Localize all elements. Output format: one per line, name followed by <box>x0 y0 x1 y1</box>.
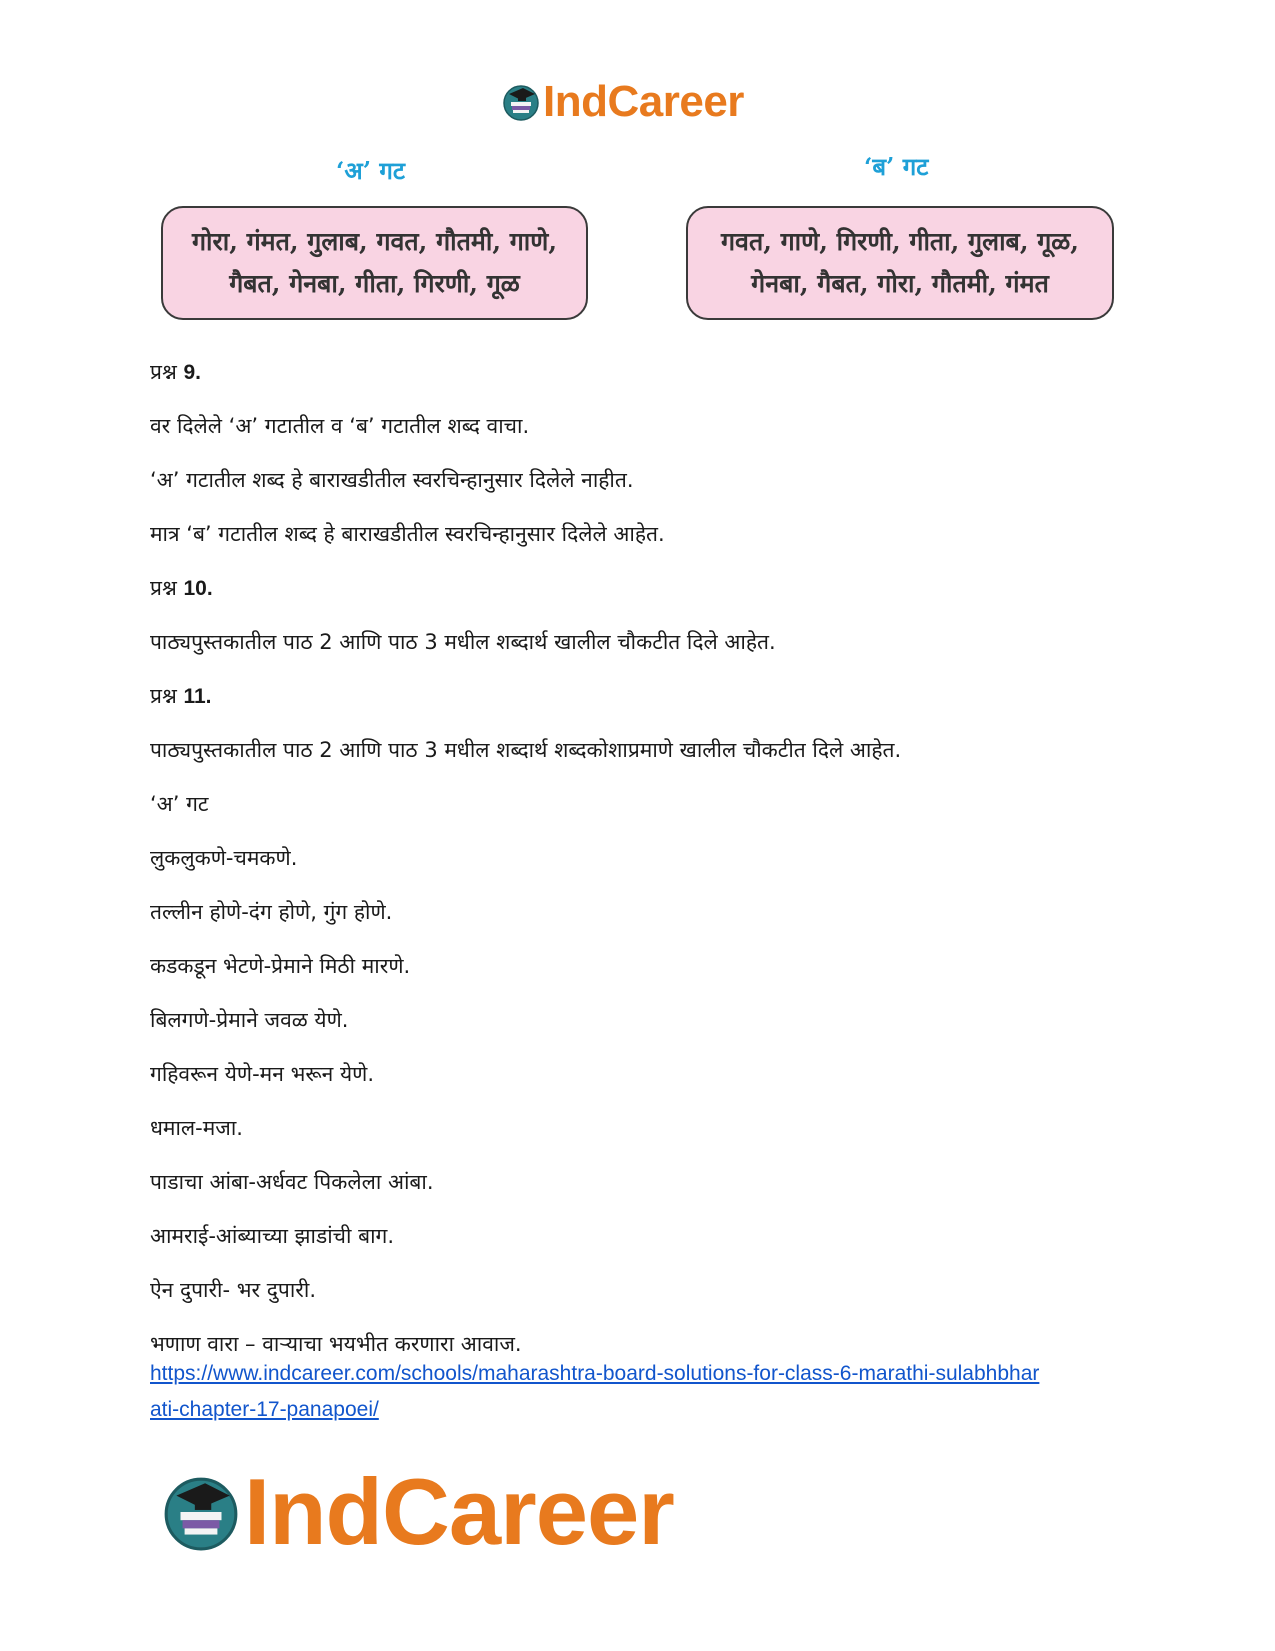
graduation-globe-icon <box>501 82 541 122</box>
word-meaning-item: आमराई-आंब्याच्या झाडांची बाग. <box>150 1224 395 1248</box>
q9-label: प्रश्न <box>150 360 177 384</box>
group-a-line-1: गोरा, गंमत, गुलाब, गवत, गौतमी, गाणे, <box>191 227 558 256</box>
q11-number: 11. <box>183 685 212 708</box>
word-meaning-item: ऐन दुपारी- भर दुपारी. <box>150 1278 316 1302</box>
group-b-line-1: गवत, गाणे, गिरणी, गीता, गुलाब, गूळ, <box>720 227 1080 256</box>
word-meaning-item: पाडाचा आंबा-अर्धवट पिकलेला आंबा. <box>150 1170 434 1194</box>
group-b-line-2: गेनबा, गैबत, गोरा, गौतमी, गंमत <box>751 269 1049 298</box>
source-link-line-2[interactable]: ati-chapter-17-panapoei/ <box>150 1398 379 1421</box>
group-a-box <box>161 206 588 320</box>
q11-line: पाठ्यपुस्तकातील पाठ 2 आणि पाठ 3 मधील शब्दार्थ शब्दकोशाप्रमाणे खालील चौकटीत दिले आहेत. <box>150 738 902 762</box>
q9-line-3: मात्र ‘ब’ गटातील शब्द हे बाराखडीतील स्वरचिन्हानुसार दिलेले आहेत. <box>150 522 665 546</box>
group-a-title: ‘अ’ गट <box>336 156 406 185</box>
word-meaning-item: कडकडून भेटणे-प्रेमाने मिठी मारणे. <box>150 954 411 978</box>
q9-line-2: ‘अ’ गटातील शब्द हे बाराखडीतील स्वरचिन्हानुसार दिलेले नाहीत. <box>150 468 634 492</box>
q9-number: 9. <box>183 361 201 384</box>
q9-heading <box>150 358 201 386</box>
q10-line: पाठ्यपुस्तकातील पाठ 2 आणि पाठ 3 मधील शब्दार्थ खालील चौकटीत दिले आहेत. <box>150 630 776 654</box>
q11-group-label: ‘अ’ गट <box>150 792 209 816</box>
group-b-box <box>686 206 1114 320</box>
word-meaning-item: तल्लीन होणे-दंग होणे, गुंग होणे. <box>150 900 393 924</box>
word-meaning-item: गहिवरून येणे-मन भरून येणे. <box>150 1062 375 1086</box>
q10-number: 10. <box>183 577 213 600</box>
word-meaning-item: भणाण वारा – वाऱ्याचा भयभीत करणारा आवाज. <box>150 1332 522 1356</box>
q10-heading <box>150 574 213 602</box>
q11-heading <box>150 682 212 710</box>
word-meaning-item: धमाल-मजा. <box>150 1116 243 1140</box>
logo-text: IndCareer <box>543 77 744 126</box>
group-a-line-2: गैबत, गेनबा, गीता, गिरणी, गूळ <box>229 269 520 298</box>
word-meaning-item: लुकलुकणे-चमकणे. <box>150 846 298 870</box>
header-logo[interactable] <box>501 77 744 126</box>
logo-text: IndCareer <box>244 1459 674 1564</box>
word-meaning-item: बिलगणे-प्रेमाने जवळ येणे. <box>150 1008 349 1032</box>
q11-label: प्रश्न <box>150 684 177 708</box>
source-link-line-1[interactable]: https://www.indcareer.com/schools/maharashtra-board-solutions-for-class-6-marathi-sulabhbhar <box>150 1362 1040 1385</box>
group-b-title: ‘ब’ गट <box>864 152 929 181</box>
graduation-globe-icon <box>160 1471 242 1553</box>
q9-line-1: वर दिलेले ‘अ’ गटातील व ‘ब’ गटातील शब्द वाचा. <box>150 414 530 438</box>
q10-label: प्रश्न <box>150 576 177 600</box>
footer-logo[interactable] <box>160 1459 674 1564</box>
